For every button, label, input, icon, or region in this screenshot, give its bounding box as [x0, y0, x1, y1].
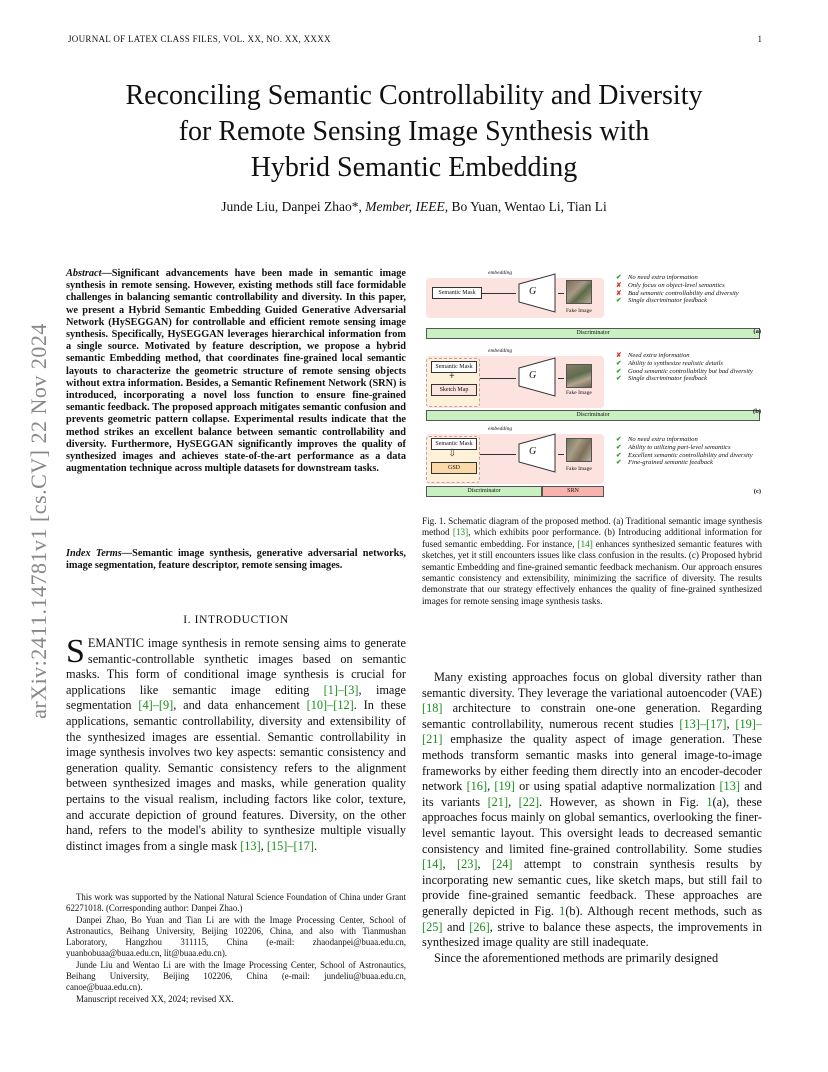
check-icon: ✔ [616, 436, 622, 443]
citation-link[interactable]: [13] [240, 838, 261, 853]
footnotes [66, 892, 406, 1006]
footnote: Manuscript received XX, 2024; revised XX. [76, 994, 234, 1004]
intro-text: EMANTIC image synthesis in remote sensing aims to generate semantic-controllable synthetic images based on semantic masks. This form of conditional image synthesis is crucial for applications like semantic image editing [66, 636, 406, 697]
feature-item [614, 282, 764, 290]
sketch-map-box: Sketch Map [431, 384, 477, 396]
citation-link[interactable]: [22] [518, 794, 540, 809]
feature-text: Single discriminator feedback [628, 297, 708, 305]
body-text: , [477, 857, 492, 872]
feature-text: No need extra information [628, 436, 698, 443]
body-text: and [442, 919, 470, 934]
cross-icon: ✘ [616, 352, 622, 359]
feature-list [614, 436, 764, 467]
fake-image-thumbnail [566, 280, 592, 304]
citation-link[interactable]: [21] [487, 794, 509, 809]
body-text: , [726, 716, 736, 731]
authors-role: Member, IEEE, [365, 199, 449, 214]
feature-item [614, 360, 764, 368]
title-line: Reconciling Semantic Controllability and Diversity [125, 80, 703, 111]
citation-link[interactable]: [19]–[21] [422, 716, 762, 747]
caption-text: , which exhibits poor performance. (b) Introducing additional information for fused semantic embedding. For instance, [422, 527, 762, 549]
body-text: , [487, 779, 495, 794]
feature-text: No need extra information [628, 274, 698, 281]
feature-text: Bad semantic controllability and diversity [628, 289, 739, 297]
feature-text: Fine-grained semantic feedback [628, 459, 713, 467]
discriminator-bar: Discriminator [426, 328, 760, 339]
index-terms [66, 548, 406, 572]
citation-link[interactable]: [13]–[17] [679, 716, 727, 731]
citation-link[interactable]: [19] [494, 779, 515, 794]
citation-link[interactable]: [10]–[12] [306, 698, 354, 713]
figure-panel-b [422, 346, 767, 422]
figure-panel-a [422, 268, 767, 344]
page-number: 1 [757, 34, 762, 44]
arrow [558, 454, 564, 455]
generator-icon [517, 356, 557, 398]
feature-text: Good semantic controllability but bad diversity [628, 367, 753, 375]
figure-link[interactable]: 1 [706, 794, 713, 809]
feature-item [614, 274, 764, 282]
body-text: Many existing approaches focus on global diversity rather than semantic diversity. They leverage the variational autoencoder (VAE) [422, 670, 762, 700]
abstract [66, 268, 406, 475]
figure-caption [422, 516, 762, 607]
intro-paragraph [66, 633, 406, 854]
abstract-lead: Abstract [66, 268, 102, 279]
citation-link[interactable]: [25] [422, 919, 443, 934]
fake-image-label: Fake Image [566, 466, 592, 472]
panel-tag: (b) [753, 408, 761, 415]
body-text: (a), these approaches focus mainly on global semantics, overlooking the finer-level semantic layout. This oversight leads to decreased semantic consistency and limited fine-grained controllability. Some studies [422, 794, 762, 856]
intro-text: , and data enhancement [173, 698, 307, 713]
footnote: This work was supported by the National Natural Science Foundation of China under Grant 62271018. (Corresponding author: Danpei Zhao.) [66, 892, 406, 913]
title-line: Hybrid Semantic Embedding [250, 152, 578, 183]
footnote: Danpei Zhao, Bo Yuan and Tian Li are with the Image Processing Center, School of Astronautics, Beihang University, Beijing 102206, China, and also with Tianmushan Laboratory, Hangzhou 311115, China (e-mail: zhaodanpei@buaa.edu.cn, yuanbobuaa@buaa.edu.cn, lit@buaa.edu.cn). [66, 915, 406, 958]
drop-cap: S [66, 633, 85, 670]
feature-text: Ability to utilizing part-level semantics [628, 443, 731, 451]
section-heading: I. INTRODUCTION [183, 614, 289, 626]
embedding-label: embedding [488, 426, 513, 432]
intro-text: , [260, 838, 267, 853]
cross-icon: ✘ [616, 281, 622, 289]
generator-label: G [529, 370, 537, 381]
arrow [558, 378, 564, 379]
index-terms-lead: Index Terms [66, 548, 122, 559]
feature-item [614, 352, 764, 360]
semantic-mask-box: Semantic Mask [431, 361, 477, 373]
caption-text: enhances synthesized semantic features with sketches, yet it still encounters issues like class confusion in the results. (c) Proposed hybrid semantic Embedding and fine-grained semantic feedback mechanism. Our approach ensures semantic consistency and extensibility, minimizing the sacrifice of diversity. The results demonstrate that our strategy effectively enhances the quality of fine-grained synthesized images for remote sensing image synthesis tasks. [422, 538, 762, 606]
body-paragraph [422, 670, 762, 951]
generator-icon [517, 272, 557, 314]
fake-image-thumbnail [566, 438, 592, 462]
check-icon: ✔ [616, 443, 622, 451]
intro-text: . [313, 838, 318, 853]
citation-link[interactable]: [18] [422, 701, 443, 716]
index-terms-text: —Semantic image synthesis, generative adversarial networks, image segmentation, feature descriptor, remote sensing images. [66, 548, 406, 572]
feature-item [614, 375, 764, 383]
check-icon: ✔ [616, 367, 622, 375]
figure-1 [422, 268, 767, 504]
citation-link[interactable]: [13] [452, 527, 469, 538]
generator-label: G [529, 286, 537, 297]
panel-tag: (c) [753, 488, 761, 495]
discriminator-bar: Discriminator [426, 486, 542, 497]
figure-link[interactable]: 1 [559, 903, 566, 918]
citation-link[interactable]: [15]–[17] [266, 838, 314, 853]
arxiv-id: arXiv:2411.14781v1 [cs.CV] 22 Nov 2024 [26, 323, 51, 719]
fake-image-label: Fake Image [566, 308, 592, 314]
feature-text: Single discriminator feedback [628, 375, 708, 383]
feature-item [614, 297, 764, 305]
fake-image-label: Fake Image [566, 390, 592, 396]
intro-text: , image segmentation [66, 682, 406, 713]
plus-icon: + [449, 371, 455, 382]
body-paragraph: Since the aforementioned methods are primarily designed [434, 950, 719, 965]
arxiv-sidebar [22, 284, 56, 758]
citation-link[interactable]: [14] [422, 857, 443, 872]
generator-icon [517, 432, 557, 474]
check-icon: ✔ [616, 274, 622, 281]
gsd-box: GSD [431, 462, 477, 474]
body-text: or using spatial adaptive normalization [514, 779, 720, 794]
feature-item [614, 436, 764, 444]
abstract-text: —Significant advancements have been made in semantic image synthesis in remote sensing. However, existing methods still face formidable challenges in balancing semantic controllability and diversity. In this paper, we present a Hybrid Semantic Embedding Guided Generative Adversarial Network (HySEGGAN) for controllable and efficient remote sensing image synthesis. Specifically, HySEGGAN leverages hierarchical information from a single source. Motivated by feature description, we propose a hybrid semantic Embedding method, that coordinates fine-grained local semantic layouts to characterize the geometric structure of remote sensing objects without extra information. Besides, a Semantic Refinement Network (SRN) is introduced, incorporating a novel loss function to ensure fine-grained semantic feedback. The proposed approach mitigates semantic confusion and prevents geometric pattern collapse. Experimental results indicate that the method strikes an excellent balance between semantic controllability and diversity. Furthermore, HySEGGAN significantly improves the quality of synthesized images and achieves state-of-the-art performance as a data augmentation technique across multiple datasets for downstream tasks. [66, 268, 406, 475]
body-text: attempt to constrain synthesis results by incorporating new semantic cues, like sketch maps, but still fail to provide fine-grained semantic feedback. These approaches are generally depicted in Fig. [422, 857, 762, 918]
footnote: Junde Liu and Wentao Li are with the Image Processing Center, School of Astronautics, Beihang University, Beijing 102206, China (e-mail: jundeliu@buaa.edu.cn, canoe@buaa.edu.cn). [66, 960, 406, 992]
citation-link[interactable]: [1]–[3] [323, 682, 359, 697]
citation-link[interactable]: [16] [466, 779, 488, 794]
check-icon: ✔ [616, 375, 622, 383]
fake-image-thumbnail [566, 364, 592, 388]
caption-text: Fig. 1. Schematic diagram of the proposed method. (a) Traditional semantic image synthesis method [422, 516, 762, 538]
feature-list [614, 352, 764, 383]
generator-label: G [529, 446, 537, 457]
citation-link[interactable]: [24] [492, 857, 513, 872]
arrow-down-icon: ⇩ [448, 448, 457, 459]
body-text: and its variants [422, 779, 762, 809]
citation-link[interactable]: [14] [577, 538, 593, 549]
paper-title [60, 78, 768, 186]
authors-post: Bo Yuan, Wentao Li, Tian Li [448, 199, 607, 214]
cross-icon: ✘ [616, 289, 622, 297]
embedding-label: embedding [488, 270, 513, 276]
body-text: . However, as shown in Fig. [539, 794, 707, 809]
feature-item [614, 459, 764, 467]
arrow [480, 378, 516, 379]
feature-item [614, 368, 764, 376]
author-list [60, 199, 768, 215]
discriminator-bar: Discriminator [426, 410, 760, 421]
feature-text: Ability to synthesize realistic details [628, 359, 723, 367]
feature-item [614, 452, 764, 460]
feature-text: Only focus on object-level semantics [628, 281, 725, 289]
check-icon: ✔ [616, 297, 622, 305]
citation-link[interactable]: [4]–[9] [138, 698, 174, 713]
title-line: for Remote Sensing Image Synthesis with [178, 116, 650, 147]
feature-item [614, 444, 764, 452]
figure-panel-c [422, 426, 767, 502]
feature-list [614, 274, 764, 305]
running-header: JOURNAL OF LATEX CLASS FILES, VOL. XX, NO. XX, XXXX [68, 34, 331, 44]
feature-text: Need extra information [628, 352, 690, 359]
srn-bar: SRN [542, 486, 604, 497]
arrow [558, 293, 564, 294]
body-text: architecture to constrain one-one generation. Regarding semantic controllability, numerous recent studies [422, 701, 762, 731]
body-text: , [508, 794, 519, 809]
check-icon: ✔ [616, 451, 622, 459]
check-icon: ✔ [616, 459, 622, 467]
citation-link[interactable]: [23] [457, 857, 478, 872]
right-column-text [422, 670, 762, 966]
feature-text: Excellent semantic controllability and diversity [628, 451, 753, 459]
semantic-mask-box: Semantic Mask [432, 287, 482, 299]
citation-link[interactable]: [26] [469, 919, 490, 934]
check-icon: ✔ [616, 359, 622, 367]
body-text: (b). Although recent methods, such as [565, 903, 762, 918]
semantic-mask-box: Semantic Mask [431, 438, 477, 450]
body-text: emphasize the quality aspect of image generation. These methods transform semantic masks into general image-to-image frameworks by either feeding them directly into an encoder-decoder network [422, 732, 762, 794]
authors-pre: Junde Liu, Danpei Zhao*, [221, 199, 366, 214]
embedding-label: embedding [488, 348, 513, 354]
panel-tag: (a) [753, 328, 761, 335]
body-text: , [442, 857, 457, 872]
intro-text: . In these applications, semantic controllability, diversity and extensibility of the synthesized images are essential. Semantic controllability in image synthesis involves two key aspects: semantic consistency and generation quality. Semantic consistency refers to the alignment between synthesized images and masks, while generation quality pertains to the visual realism, including factors like color, texture, and accurate depiction of ground features. Diversity, on the other hand, refers to the model's ability to synthesize multiple visually distinct images from a single mask [66, 698, 406, 853]
arrow [480, 454, 516, 455]
feature-item [614, 290, 764, 298]
body-text: , strive to balance these aspects, the improvements in synthesized image quality are still inadequate. [422, 919, 763, 950]
arrow [482, 293, 516, 294]
citation-link[interactable]: [13] [719, 779, 740, 794]
